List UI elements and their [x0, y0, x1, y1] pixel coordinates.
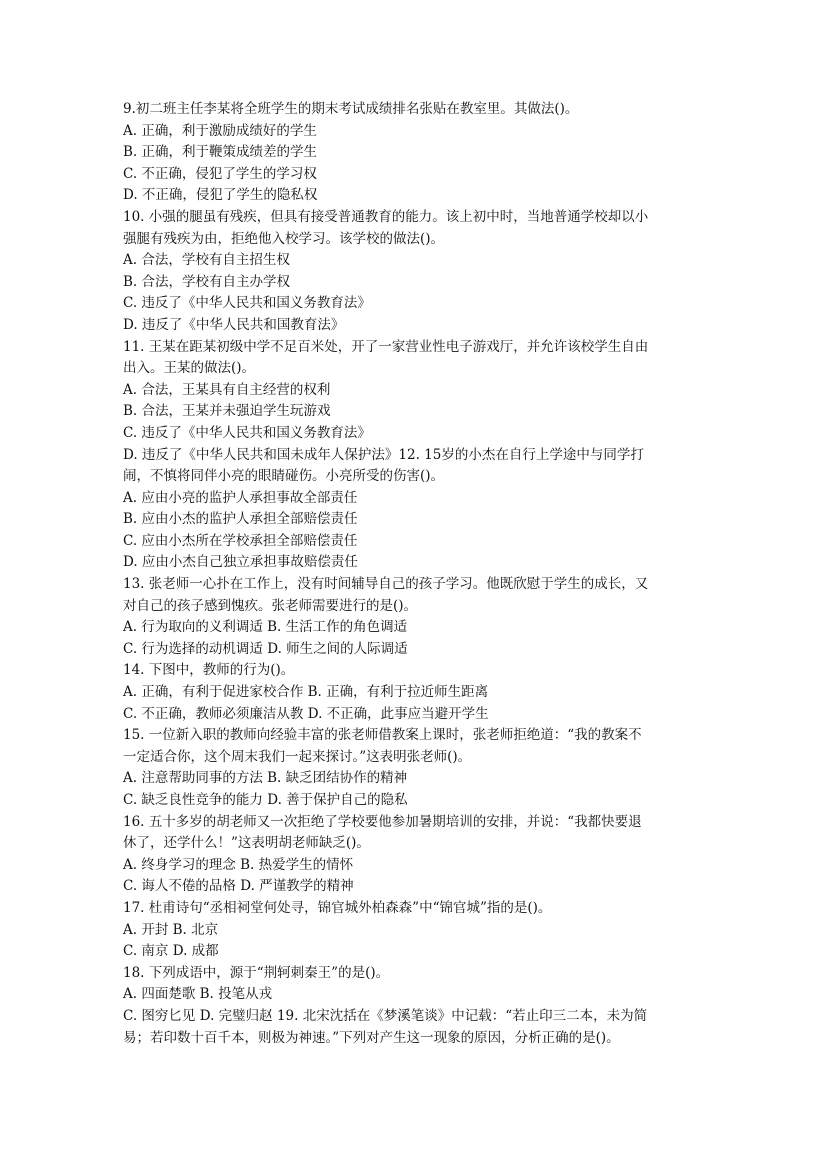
- question-12-option-c: C. 应由小杰所在学校承担全部赔偿责任: [123, 532, 358, 549]
- question-11-option-c: C. 违反了《中华人民共和国义务教育法》: [123, 424, 371, 441]
- question-16-options-cd: C. 诲人不倦的品格 D. 严谨教学的精神: [123, 878, 354, 895]
- question-13-stem: 13. 张老师一心扑在工作上，没有时间辅导自己的孩子学习。他既欣慰于学生的成长，又: [123, 576, 649, 593]
- question-18-stem: 18. 下列成语中，源于“荆轲刺秦王”的是()。: [123, 964, 390, 981]
- question-14-stem: 14. 下图中，教师的行为()。: [123, 662, 295, 679]
- question-10-option-a: A. 合法，学校有自主招生权: [123, 252, 290, 269]
- question-12-stem-cont: 闹，不慎将同伴小亮的眼睛碰伤。小亮所受的伤害()。: [123, 468, 445, 485]
- question-11-option-d-and-question-12-stem: D. 违反了《中华人民共和国未成年人保护法》12. 15岁的小杰在自行上学途中与同学打: [123, 446, 644, 463]
- question-17-options-cd: C. 南京 D. 成都: [123, 943, 219, 960]
- question-10-stem: 10. 小强的腿虽有残疾，但具有接受普通教育的能力。该上初中时，当地普通学校却以小: [123, 208, 649, 225]
- question-13-options-cd: C. 行为选择的动机调适 D. 师生之间的人际调适: [123, 640, 408, 657]
- question-16-options-ab: A. 终身学习的理念 B. 热爱学生的情怀: [123, 856, 354, 873]
- question-11-stem-cont: 出入。王某的做法()。: [123, 360, 256, 377]
- question-17-options-ab: A. 开封 B. 北京: [123, 921, 219, 938]
- question-15-options-ab: A. 注意帮助同事的方法 B. 缺乏团结协作的精神: [123, 770, 408, 787]
- question-18-options-cd-and-question-19-stem: C. 图穷匕见 D. 完璧归赵 19. 北宋沈括在《梦溪笔谈》中记载：“若止印三二本，未为简: [123, 1007, 648, 1024]
- question-10-stem-cont: 强腿有残疾为由，拒绝他入校学习。该学校的做法()。: [123, 230, 445, 247]
- question-10-option-d: D. 违反了《中华人民共和国教育法》: [123, 316, 345, 333]
- question-9-stem: 9.初二班主任李某将全班学生的期末考试成绩排名张贴在教室里。其做法()。: [123, 101, 579, 117]
- question-15-stem: 15. 一位新入职的教师向经验丰富的张老师借教案上课时，张老师拒绝道：“我的教案不: [123, 727, 642, 744]
- question-16-stem-cont: 休了，还学什么！”这表明胡老师缺乏()。: [123, 835, 370, 852]
- question-17-stem: 17. 杜甫诗句“丞相祠堂何处寻，锦官城外柏森森”中“锦官城”指的是()。: [123, 899, 552, 916]
- question-9-option-c: C. 不正确，侵犯了学生的学习权: [123, 165, 317, 182]
- question-9-option-d: D. 不正确，侵犯了学生的隐私权: [123, 187, 318, 204]
- question-9-option-a: A. 正确，利于激励成绩好的学生: [123, 122, 317, 139]
- question-16-stem: 16. 五十多岁的胡老师又一次拒绝了学校要他参加暑期培训的安排，并说：“我都快要退: [123, 813, 642, 830]
- question-15-stem-cont: 一定适合你，这个周末我们一起来探讨。”这表明张老师()。: [123, 748, 472, 765]
- question-10-option-c: C. 违反了《中华人民共和国义务教育法》: [123, 295, 371, 312]
- question-13-options-ab: A. 行为取向的义利调适 B. 生活工作的角色调适: [123, 619, 408, 636]
- question-19-stem-cont: 易；若印数十百千本，则极为神速。”下列对产生这一现象的原因，分析正确的是()。: [123, 1029, 620, 1046]
- question-9-option-b: B. 正确，利于鞭策成绩差的学生: [123, 144, 318, 161]
- document-body: [123, 99, 703, 1049]
- question-15-options-cd: C. 缺乏良性竞争的能力 D. 善于保护自己的隐私: [123, 792, 408, 808]
- question-12-option-d: D. 应由小杰自己独立承担事故赔偿责任: [123, 554, 358, 571]
- question-11-option-a: A. 合法，王某具有自主经营的权利: [123, 381, 331, 398]
- question-11-option-b: B. 合法，王某并未强迫学生玩游戏: [123, 403, 331, 420]
- question-12-option-a: A. 应由小亮的监护人承担事故全部责任: [123, 489, 358, 506]
- question-10-option-b: B. 合法，学校有自主办学权: [123, 273, 291, 290]
- question-13-stem-cont: 对自己的孩子感到愧疚。张老师需要进行的是()。: [123, 597, 418, 614]
- question-11-stem: 11. 王某在距某初级中学不足百米处，开了一家营业性电子游戏厅，并允许该校学生自由: [123, 338, 649, 355]
- question-14-options-cd: C. 不正确，教师必须廉洁从教 D. 不正确，此事应当避开学生: [123, 705, 489, 722]
- question-18-options-ab: A. 四面楚歌 B. 投笔从戎: [123, 986, 273, 1003]
- question-14-options-ab: A. 正确，有利于促进家校合作 B. 正确，有利于拉近师生距离: [123, 684, 489, 701]
- question-12-option-b: B. 应由小杰的监护人承担全部赔偿责任: [123, 511, 358, 528]
